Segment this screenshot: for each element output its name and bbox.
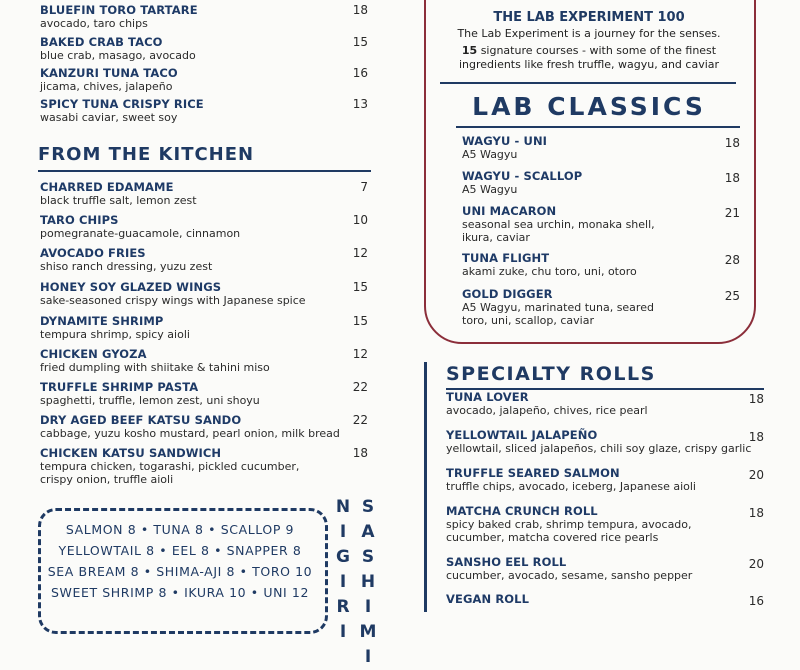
nigiri-row: SWEET SHRIMP 8 • IKURA 10 • UNI 12 [50,585,310,600]
item-description: sake-seasoned crispy wings with Japanese spice [40,294,306,307]
menu-item [40,246,370,273]
item-price: 12 [352,246,368,260]
item-name: BAKED CRAB TACO [40,35,163,49]
menu-item [40,280,370,307]
item-price: 21 [724,206,740,220]
rolls-side-bar [424,362,427,612]
item-description: avocado, taro chips [40,17,148,30]
menu-item [40,413,370,440]
lab-experiment-subtitle: The Lab Experiment is a journey for the senses. [457,27,721,40]
menu-item [462,204,740,244]
item-name: TUNA LOVER [446,390,529,404]
menu-item [462,134,740,161]
item-name: DRY AGED BEEF KATSU SANDO [40,413,242,427]
item-description: akami zuke, chu toro, uni, otoro [462,265,637,278]
item-description: cucumber, matcha covered rice pearls [446,531,659,544]
item-name: TARO CHIPS [40,213,119,227]
item-price: 20 [748,557,764,571]
item-price: 13 [352,97,368,111]
item-price: 28 [724,253,740,267]
item-price: 22 [352,413,368,427]
item-name: DYNAMITE SHRIMP [40,314,164,328]
item-description: black truffle salt, lemon zest [40,194,197,207]
item-description: ikura, caviar [462,231,530,244]
menu-item [40,3,370,30]
item-price: 16 [748,594,764,608]
item-price: 18 [724,136,740,150]
lab-experiment-description [424,44,754,72]
lab-classics-rule [456,126,740,128]
item-price: 12 [352,347,368,361]
item-description: pomegranate-guacamole, cinnamon [40,227,241,240]
menu-item [446,555,764,582]
item-description: A5 Wagyu [462,148,518,161]
item-price: 20 [748,468,764,482]
item-name: CHARRED EDAMAME [40,180,174,194]
item-price: 15 [352,280,368,294]
nigiri-row: YELLOWTAIL 8 • EEL 8 • SNAPPER 8 [58,543,302,558]
item-description: A5 Wagyu, marinated tuna, seared [462,301,654,314]
item-name: UNI MACARON [462,204,557,218]
item-price: 15 [352,314,368,328]
item-price: 10 [352,213,368,227]
item-description: avocado, jalapeño, chives, rice pearl [446,404,648,417]
vertical-letter: I [364,597,372,617]
vertical-letter: S [361,497,375,517]
lab-course-count: 15 [461,44,478,57]
vertical-letter: A [361,522,375,542]
kitchen-title-rule [38,170,371,172]
item-price: 16 [352,66,368,80]
menu-item [446,592,764,606]
item-name: YELLOWTAIL JALAPEÑO [446,428,598,442]
item-description: shiso ranch dressing, yuzu zest [40,260,213,273]
menu-item [462,287,740,327]
item-description: cabbage, yuzu kosho mustard, pearl onion, milk bread [40,427,340,440]
item-description: spicy baked crab, shrimp tempura, avocado, [446,518,692,531]
item-price: 18 [352,446,368,460]
kitchen-title: FROM THE KITCHEN [38,144,255,165]
item-name: TUNA FLIGHT [462,251,550,265]
item-name: HONEY SOY GLAZED WINGS [40,280,222,294]
item-price: 18 [724,171,740,185]
lab-classics-title: LAB CLASSICS [472,92,706,121]
item-name: CHICKEN GYOZA [40,347,147,361]
menu-item [40,446,370,486]
item-price: 25 [724,289,740,303]
item-description: spaghetti, truffle, lemon zest, uni shoyu [40,394,260,407]
rolls-title: SPECIALTY ROLLS [446,363,656,385]
vertical-letter: M [359,622,377,642]
item-description: fried dumpling with shiitake & tahini miso [40,361,270,374]
vertical-letter: H [360,572,376,592]
item-price: 15 [352,35,368,49]
item-name: KANZURI TUNA TACO [40,66,178,80]
vertical-letter: I [339,572,347,592]
item-name: SANSHO EEL ROLL [446,555,567,569]
vertical-letter: I [339,522,347,542]
lab-experiment-title: THE LAB EXPERIMENT 100 [493,10,685,25]
lab-line-1: signature courses - with some of the finest [480,44,717,57]
item-name: CHICKEN KATSU SANDWICH [40,446,222,460]
item-description: tempura chicken, togarashi, pickled cucumber, [40,460,300,473]
item-name: SPICY TUNA CRISPY RICE [40,97,204,111]
item-name: GOLD DIGGER [462,287,553,301]
lab-line-2: ingredients like fresh truffle, wagyu, and caviar [458,58,720,71]
item-description: seasonal sea urchin, monaka shell, [462,218,655,231]
item-description: truffle chips, avocado, iceberg, Japanese aioli [446,480,696,493]
item-description: yellowtail, sliced jalapeños, chili soy glaze, crispy garlic [446,442,752,455]
menu-item [462,251,740,278]
menu-item [462,169,740,196]
vertical-letter: S [361,547,375,567]
item-name: VEGAN ROLL [446,592,530,606]
item-name: WAGYU - SCALLOP [462,169,583,183]
item-price: 18 [748,392,764,406]
item-description: blue crab, masago, avocado [40,49,196,62]
item-name: TRUFFLE SEARED SALMON [446,466,620,480]
item-name: MATCHA CRUNCH ROLL [446,504,598,518]
item-name: AVOCADO FRIES [40,246,146,260]
nigiri-row: SALMON 8 • TUNA 8 • SCALLOP 9 [65,522,295,537]
vertical-letter: G [336,547,350,567]
menu-item [40,180,370,207]
item-name: BLUEFIN TORO TARTARE [40,3,198,17]
item-price: 18 [748,430,764,444]
item-description: jicama, chives, jalapeño [40,80,173,93]
item-price: 18 [748,506,764,520]
menu-item [446,504,764,544]
menu-item [446,466,764,493]
item-name: TRUFFLE SHRIMP PASTA [40,380,199,394]
menu-item [40,213,370,240]
item-description: A5 Wagyu [462,183,518,196]
item-price: 7 [360,180,368,194]
menu-item [446,390,764,417]
item-description: cucumber, avocado, sesame, sansho pepper [446,569,693,582]
menu-item [40,97,370,124]
menu-item [40,380,370,407]
nigiri-row: SEA BREAM 8 • SHIMA-AJI 8 • TORO 10 [47,564,313,579]
vertical-letter: R [336,597,350,617]
item-price: 22 [352,380,368,394]
item-description: toro, uni, scallop, caviar [462,314,594,327]
menu-item [40,347,370,374]
menu-item [446,428,764,455]
menu-item [40,35,370,62]
item-price: 18 [352,3,368,17]
item-name: WAGYU - UNI [462,134,548,148]
item-description: crispy onion, truffle aioli [40,473,174,486]
menu-item [40,66,370,93]
vertical-letter: I [339,622,347,642]
item-description: wasabi caviar, sweet soy [40,111,178,124]
menu-item [40,314,370,341]
item-description: tempura shrimp, spicy aioli [40,328,190,341]
vertical-letter: I [364,647,372,667]
lab-rule [440,82,736,84]
vertical-letter: N [335,497,351,517]
